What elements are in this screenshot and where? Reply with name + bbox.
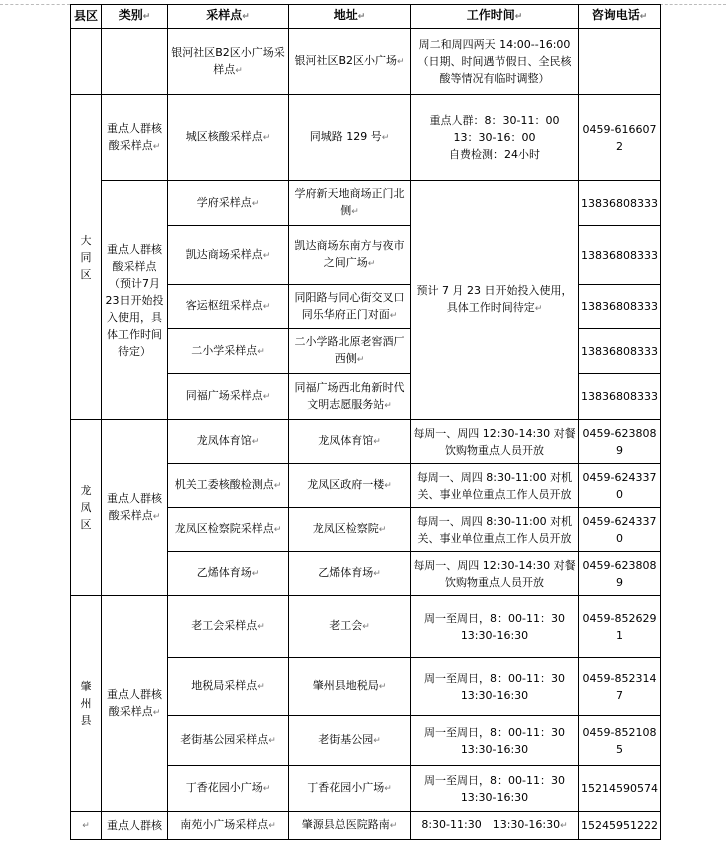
category-line: 体工作时间 [107, 327, 162, 341]
address-cell: 银河社区B2区小广场↵ [289, 29, 411, 95]
header-category: 类别↵ [102, 5, 168, 29]
time-cell: 每周一、周四 8:30-11:00 对机关、事业单位重点工作人员开放 [411, 464, 579, 508]
time-line: 重点人群：8：30-11：00 [429, 114, 560, 127]
page-margin-guide [660, 4, 726, 5]
table-row [71, 95, 661, 181]
site-cell: 地税局采样点↵ [168, 658, 289, 716]
category-line: 重点人群核 [107, 242, 162, 256]
address-cell: 丁香花园小广场↵ [289, 766, 411, 812]
site-cell: 银河社区B2区小广场采样点↵ [168, 29, 289, 95]
address-cell: 老工会↵ [289, 596, 411, 658]
county-char: 区 [80, 518, 92, 531]
phone-cell: 0459-6238089 [579, 552, 661, 596]
time-line: （日期、时间遇节假日、全民核 [417, 55, 572, 68]
phone-cell: 0459-6243370 [579, 508, 661, 552]
time-line: 酸等情况有临时调整） [439, 72, 550, 85]
time-line: 周一至周日，8：00-11：30 [424, 611, 565, 625]
site-cell: 乙烯体育场↵ [168, 552, 289, 596]
site-cell: 凯达商场采样点↵ [168, 226, 289, 285]
phone-cell: 13836808333 [579, 285, 661, 329]
table-row [71, 596, 661, 658]
time-line: 周二和周四两天 14:00--16:00 [418, 38, 571, 51]
county-cell [71, 95, 102, 420]
site-cell: 城区核酸采样点↵ [168, 95, 289, 181]
time-cell: 每周一、周四 12:30-14:30 对餐饮购物重点人员开放 [411, 552, 579, 596]
header-row [71, 5, 661, 29]
category-cell: 重点人群核 [102, 812, 168, 840]
category-line: （预计7月 [109, 276, 160, 290]
county-cell [71, 420, 102, 596]
time-line: 周一至周日，8：00-11：30 [424, 725, 565, 739]
time-line: 周一至周日，8：00-11：30 [424, 773, 565, 787]
time-cell [411, 596, 579, 658]
address-cell: 同城路 129 号↵ [289, 95, 411, 181]
phone-cell: 15245951222 [579, 812, 661, 840]
header-county: 县区 [71, 5, 102, 29]
phone-cell: 13836808333 [579, 181, 661, 226]
site-cell: 二小学采样点↵ [168, 329, 289, 374]
county-cell [71, 596, 102, 812]
site-cell: 丁香花园小广场↵ [168, 766, 289, 812]
phone-cell: 0459-8521085 [579, 716, 661, 766]
header-time: 工作时间↵ [411, 5, 579, 29]
phone-cell: 13836808333 [579, 374, 661, 420]
address-cell: 肇源县总医院路南↵ [289, 812, 411, 840]
time-cell [411, 766, 579, 812]
table-row [71, 181, 661, 226]
site-cell: 机关工委核酸检测点↵ [168, 464, 289, 508]
category-cell [102, 29, 168, 95]
phone-cell: 13836808333 [579, 329, 661, 374]
time-line: 13:30-16:30 [460, 688, 529, 702]
time-line: 13:30-16:30 [460, 628, 529, 642]
phone-cell: 0459-6243370 [579, 464, 661, 508]
time-line: 周一至周日，8：00-11：30 [424, 671, 565, 685]
time-line: 13:30-16:30 [460, 742, 529, 756]
site-cell: 同福广场采样点↵ [168, 374, 289, 420]
time-cell: 每周一、周四 8:30-11:00 对机关、事业单位重点工作人员开放 [411, 508, 579, 552]
address-cell: 肇州县地税局↵ [289, 658, 411, 716]
phone-cell: 15214590574 [579, 766, 661, 812]
category-cell: 重点人群核酸采样点↵ [102, 420, 168, 596]
phone-cell [579, 29, 661, 95]
county-cell: ↵ [71, 812, 102, 840]
time-cell [411, 95, 579, 181]
address-cell: 龙凤体育馆↵ [289, 420, 411, 464]
phone-cell: 0459-6166072 [579, 95, 661, 181]
category-cell: 重点人群核酸采样点↵ [102, 95, 168, 181]
county-cell [71, 29, 102, 95]
header-site: 采样点↵ [168, 5, 289, 29]
category-line: 入使用，具 [107, 310, 162, 324]
category-line: 待定） [118, 344, 151, 358]
sampling-site-table [70, 4, 661, 840]
table-row [71, 812, 661, 840]
header-address: 地址↵ [289, 5, 411, 29]
county-char: 大 [80, 233, 92, 247]
site-cell: 龙凤体育馆↵ [168, 420, 289, 464]
category-line: 23日开始投 [105, 293, 164, 307]
address-cell: 乙烯体育场↵ [289, 552, 411, 596]
phone-cell: 0459-6238089 [579, 420, 661, 464]
site-cell: 南苑小广场采样点↵ [168, 812, 289, 840]
address-cell: 同阳路与同心街交叉口同乐华府正门对面↵ [289, 285, 411, 329]
site-cell: 龙凤区检察院采样点↵ [168, 508, 289, 552]
county-char: 县 [80, 714, 92, 727]
address-cell: 凯达商场东南方与夜市之间广场↵ [289, 226, 411, 285]
phone-cell: 0459-8526291 [579, 596, 661, 658]
county-char: 同 [80, 250, 92, 264]
time-cell: 预计 7 月 23 日开始投入使用，具体工作时间待定↵ [411, 181, 579, 420]
time-cell: 每周一、周四 12:30-14:30 对餐饮购物重点人员开放 [411, 420, 579, 464]
site-cell: 老工会采样点↵ [168, 596, 289, 658]
time-line: 13:30-16:30 [460, 790, 529, 804]
table-row [71, 420, 661, 464]
category-cell: 重点人群核酸采样点↵ [102, 596, 168, 812]
address-cell: 学府新天地商场正门北侧↵ [289, 181, 411, 226]
county-char: 肇 [80, 680, 92, 693]
time-line: 自费检测：24小时 [449, 148, 540, 161]
county-char: 龙 [80, 484, 92, 497]
time-line: 13：30-16：00 [453, 131, 536, 144]
site-cell: 老街基公园采样点↵ [168, 716, 289, 766]
time-cell [411, 716, 579, 766]
site-cell: 学府采样点↵ [168, 181, 289, 226]
page-margin-guide [0, 4, 70, 5]
phone-cell: 13836808333 [579, 226, 661, 285]
county-char: 区 [80, 267, 92, 281]
time-cell [411, 658, 579, 716]
phone-cell: 0459-8523147 [579, 658, 661, 716]
time-cell: 8:30-11:30 13:30-16:30↵ [411, 812, 579, 840]
address-cell: 龙凤区检察院↵ [289, 508, 411, 552]
header-phone: 咨询电话↵ [579, 5, 661, 29]
category-line: 酸采样点 [112, 259, 157, 273]
address-cell: 同福广场西北角新时代文明志愿服务站↵ [289, 374, 411, 420]
county-char: 凤 [80, 501, 92, 514]
county-char: 州 [80, 697, 92, 710]
address-cell: 龙凤区政府一楼↵ [289, 464, 411, 508]
address-cell: 老街基公园↵ [289, 716, 411, 766]
table-row [71, 29, 661, 95]
site-cell: 客运枢纽采样点↵ [168, 285, 289, 329]
category-cell [102, 181, 168, 420]
address-cell: 二小学路北原老窖酒厂西侧↵ [289, 329, 411, 374]
time-cell [411, 29, 579, 95]
